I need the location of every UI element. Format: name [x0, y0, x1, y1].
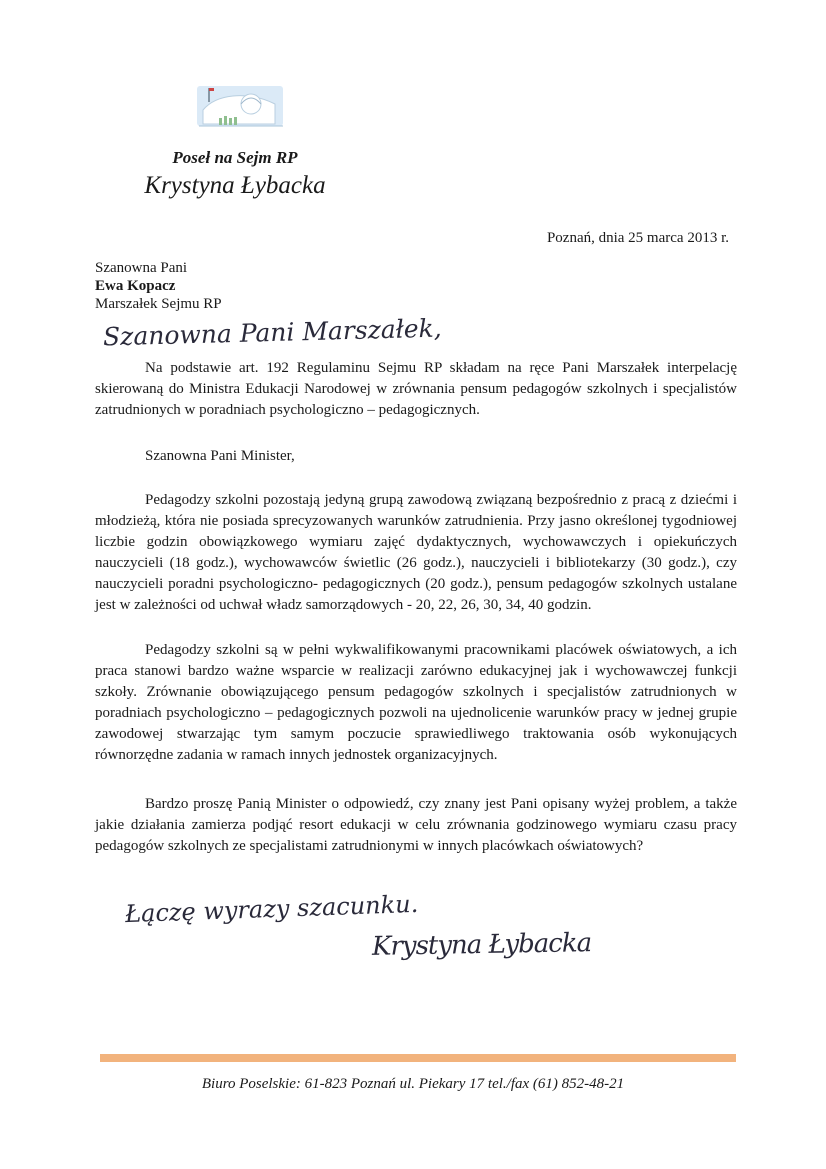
recipient-role: Marszałek Sejmu RP [95, 296, 222, 312]
body-paragraph: Pedagodzy szkolni są w pełni wykwalifikowanymi pracownikami placówek oświatowych, a ich praca stanowi bardzo ważne wsparcie w realizacji zarówno edukacyjnej jak i wychowawczej funkcji szkoły. Zrównanie obowiązującego pensum pedagogów szkolnych i specjalistów zatrudnionych w poradniach psychologiczno – pedagogicznych pozwoli na ujednolicenie warunków pracy w jednej grupie zawodowej stwarzając tym samym poczucie sprawiedliwego traktowania osób wykonujących równorzędne zadania w ramach innych jednostek organizacyjnych. [95, 642, 737, 763]
handwritten-salutation: Szanowna Pani Marszałek, [102, 313, 443, 352]
recipient-salutation-line: Szanowna Pani [95, 260, 188, 276]
letterhead-title: Poseł na Sejm RP [172, 148, 298, 167]
body-paragraph: Bardzo proszę Panią Minister o odpowiedź, czy znany jest Pani opisany wyżej problem, a także jakie działania zamierza podjąć resort edukacji w celu zrównania godzinowego wymiaru czasu pracy pedagogów szkolnych ze specjalistami zatrudnionymi w innych placówkach oświatowych? [95, 796, 737, 854]
handwritten-closing: Łączę wyrazy szacunku. [124, 889, 419, 929]
footer-address: Biuro Poselskie: 61-823 Poznań ul. Piekary 17 tel./fax (61) 852-48-21 [201, 1076, 625, 1092]
footer-rule [100, 1054, 736, 1062]
greeting: Szanowna Pani Minister, [145, 448, 295, 464]
intro-paragraph: Na podstawie art. 192 Regulaminu Sejmu RP składam na ręce Pani Marszałek interpelację skierowaną do Ministra Edukacji Narodowej w zrównania pensum pedagogów szkolnych i specjalistów zatrudnionych w poradniach psychologiczno – pedagogicznych. [95, 360, 737, 418]
body-paragraph: Pedagodzy szkolni pozostają jedyną grupą zawodową związaną bezpośrednio z pracą z dziećmi i młodzieżą, która nie posiada sprecyzowanych warunków zatrudnienia. Przy jasno określonej tygodniowej liczbie godzin obowiązkowego wymiaru zajęć dydaktycznych, wychowawczych i opiekuńczych nauczycieli (18 godz.), wychowawców świetlic (26 godz.), nauczycieli i bibliotekarzy (30 godz.), czy nauczycieli poradni psychologiczno- pedagogicznych (20 godz.), pensum pedagogów szkolnych ustalane jest w zależności od uchwał władz samorządowych - 20, 22, 26, 30, 34, 40 godzin. [95, 492, 737, 613]
sejm-building-logo-icon [193, 80, 287, 136]
date-line: Poznań, dnia 25 marca 2013 r. [546, 230, 729, 246]
handwritten-signature: Krystyna Łybacka [371, 928, 592, 962]
letterhead-name: Krystyna Łybacka [144, 172, 326, 199]
recipient-name: Ewa Kopacz [95, 278, 176, 294]
